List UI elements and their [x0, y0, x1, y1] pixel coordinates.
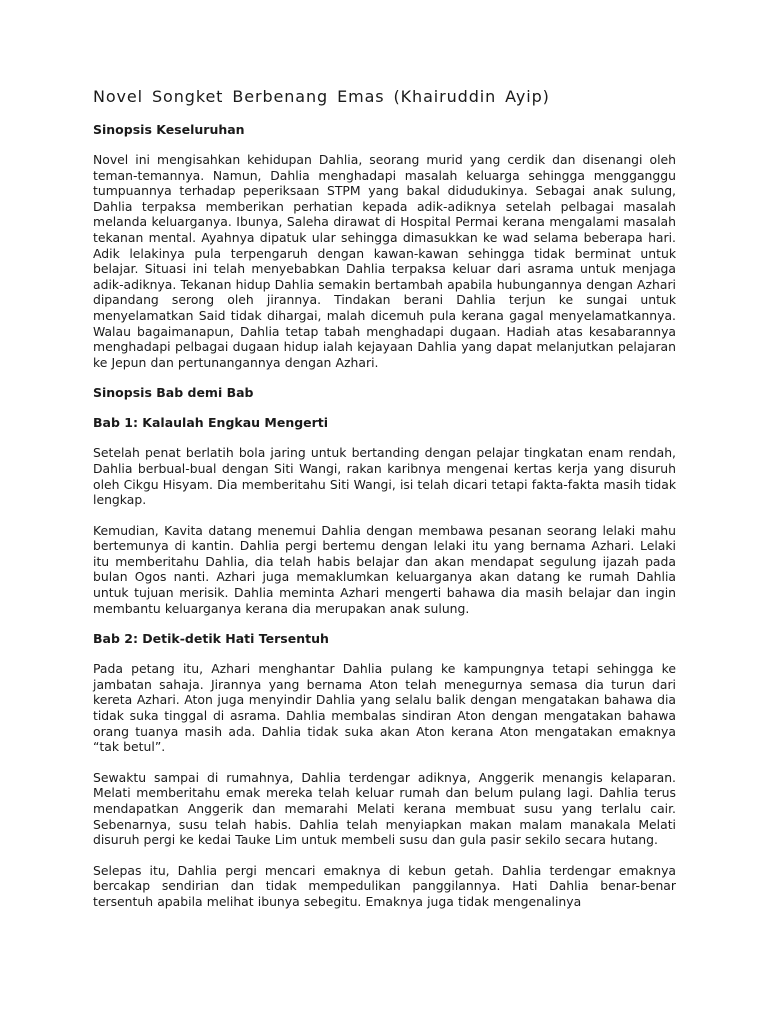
document-title: Novel Songket Berbenang Emas (Khairuddin Ayip) — [93, 87, 550, 106]
synopsis-paragraph: Novel ini mengisahkan kehidupan Dahlia, seorang murid yang cerdik dan disenangi oleh teman-temannya. Namun, Dahlia menghadapi masalah keluarga sehingga mengganggu tumpuannya terhadap peperiksaan STPM yang bakal didudukinya. Sebagai anak sulung, Dahlia terpaksa memberikan perhatian kepada adik-adiknya setelah pelbagai masalah melanda keluarganya. Ibunya, Saleha dirawat di Hospital Permai kerana mengalami masalah tekanan mental. Ayahnya dipatuk ular sehingga dimasukkan ke wad selama beberapa hari. Adik lelakinya pula terpengaruh dengan kawan-kawan sehingga tidak berminat untuk belajar. Situasi ini telah menyebabkan Dahlia terpaksa keluar dari asrama untuk menjaga adik-adiknya. Tekanan hidup Dahlia semakin bertambah apabila hubungannya dengan Azhari dipandang serong oleh jirannya. Tindakan berani Dahlia terjun ke sungai untuk menyelamatkan Said tidak dihargai, malah dicemuh pula kerana gagal menyelamatkannya. Walau bagaimanapun, Dahlia tetap tabah menghadapi dugaan. Hadiah atas kesabarannya menghadapi pelbagai dugaan hidup ialah kejayaan Dahlia yang dapat melanjutkan pelajaran ke Jepun dan pertunangannya dengan Azhari. — [93, 152, 676, 370]
chapter-2-paragraph-1: Pada petang itu, Azhari menghantar Dahlia pulang ke kampungnya tetapi sehingga ke jambatan sahaja. Jirannya yang bernama Aton telah menegurnya semasa dia turun dari kereta Azhari. Aton juga menyindir Dahlia yang selalu balik dengan mengatakan bahawa dia tidak suka tinggal di asrama. Dahlia membalas sindiran Aton dengan mengatakan bahawa orang tuanya masih ada. Dahlia tidak suka akan Aton kerana Aton mengatakan emaknya “tak betul”. — [93, 661, 676, 755]
chapter-2-paragraph-2: Sewaktu sampai di rumahnya, Dahlia terdengar adiknya, Anggerik menangis kelaparan. Melati memberitahu emak mereka telah keluar rumah dan belum pulang lagi. Dahlia terus mendapatkan Anggerik dan memarahi Melati kerana membuat susu yang terlalu cair. Sebenarnya, susu telah habis. Dahlia telah menyiapkan makan malam manakala Melati disuruh pergi ke kedai Tauke Lim untuk membeli susu dan gula pasir sekilo secara hutang. — [93, 769, 676, 848]
section-heading-chapters: Sinopsis Bab demi Bab — [93, 385, 254, 401]
chapter-1-paragraph-1: Setelah penat berlatih bola jaring untuk bertanding dengan pelajar tingkatan enam rendah, Dahlia berbual-bual dengan Siti Wangi, rakan karibnya mengenai kertas kerja yang disuruh oleh Cikgu Hisyam. Dia memberitahu Siti Wangi, isi telah dicari tetapi fakta-fakta masih tidak lengkap. — [93, 445, 676, 508]
chapter-1-paragraph-2: Kemudian, Kavita datang menemui Dahlia dengan membawa pesanan seorang lelaki mahu bertemunya di kantin. Dahlia pergi bertemu dengan lelaki itu yang bernama Azhari. Lelaki itu memberitahu Dahlia, dia telah habis belajar dan akan mendapat segulung ijazah pada bulan Ogos nanti. Azhari juga memaklumkan keluarganya akan datang ke rumah Dahlia untuk tujuan merisik. Dahlia meminta Azhari mengerti bahawa dia masih belajar dan ingin membantu keluarganya kerana dia merupakan anak sulung. — [93, 522, 676, 616]
section-heading-synopsis: Sinopsis Keseluruhan — [93, 122, 245, 137]
chapter-1-heading: Bab 1: Kalaulah Engkau Mengerti — [93, 415, 329, 431]
chapter-2-paragraph-3: Selepas itu, Dahlia pergi mencari emaknya di kebun getah. Dahlia terdengar emaknya bercakap sendirian dan tidak mempedulikan panggilannya. Hati Dahlia benar-benar tersentuh apabila melihat ibunya sebegitu. Emaknya juga tidak mengenalinya — [93, 862, 676, 909]
chapter-2-heading: Bab 2: Detik-detik Hati Tersentuh — [93, 631, 329, 647]
